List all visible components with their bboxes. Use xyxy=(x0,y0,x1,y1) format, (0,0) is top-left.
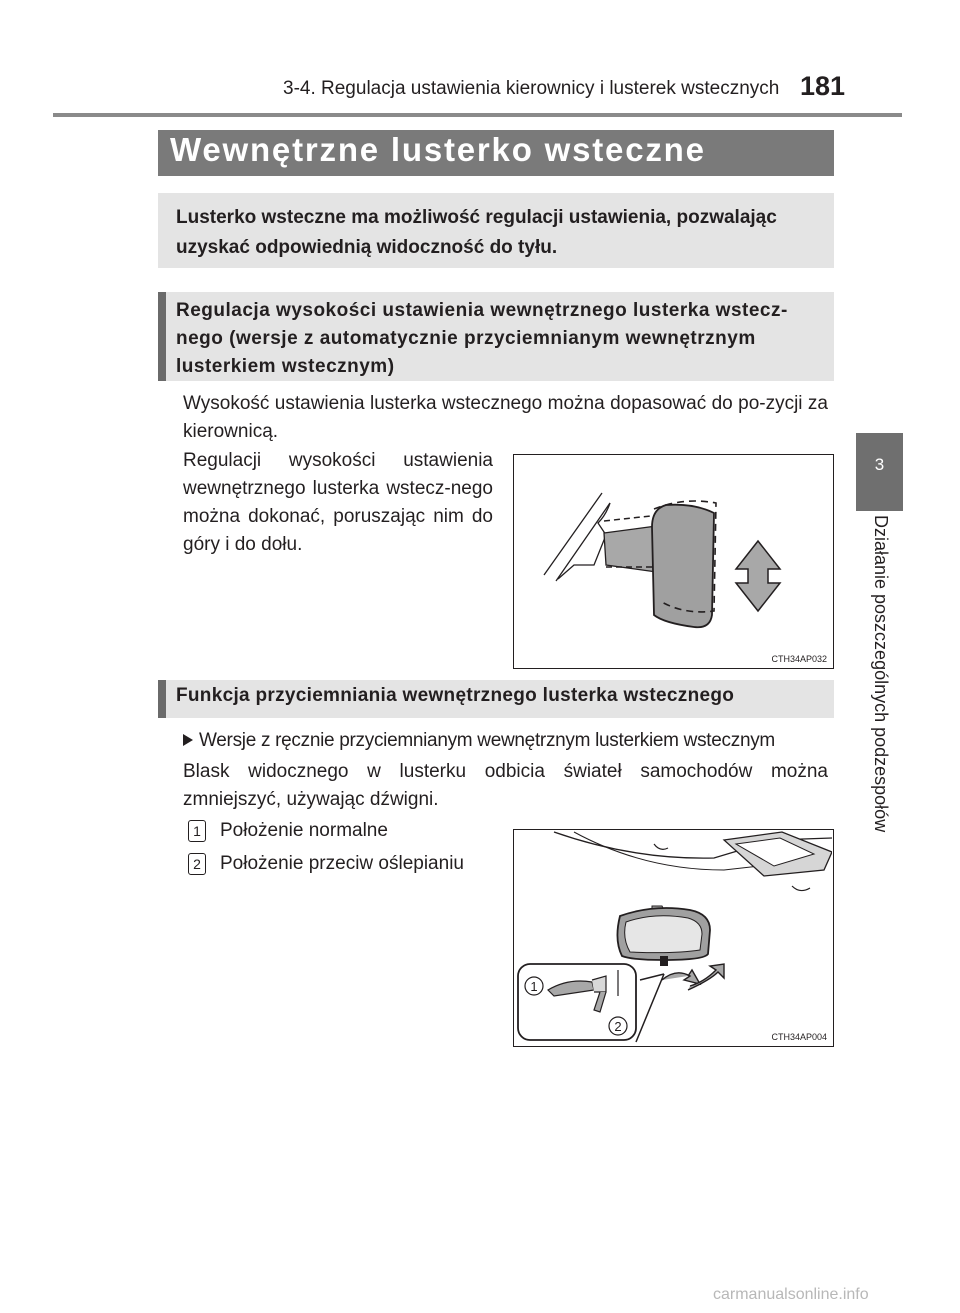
number-badge: 1 xyxy=(188,820,206,842)
figure-mirror-lever xyxy=(513,829,834,1047)
chapter-number: 3 xyxy=(874,455,885,474)
watermark: carmanualsonline.info xyxy=(713,1286,869,1303)
figure-code: CTH34AP032 xyxy=(771,654,827,664)
mirror-lever-illustration xyxy=(514,830,832,1045)
number-badge: 2 xyxy=(188,853,206,875)
bullet-manual-dimming: Wersje z ręcznie przyciemnianym wewnętrznym lusterkiem wstecznym xyxy=(183,730,775,752)
triangle-bullet-icon xyxy=(183,734,193,746)
section-heading-dimming: Funkcja przyciemniania wewnętrznego lusterka wstecznego xyxy=(176,685,735,706)
page-number: 181 xyxy=(800,71,846,101)
header-divider xyxy=(53,113,902,117)
list-item-label: Położenie przeciw oślepianiu xyxy=(220,853,464,874)
paragraph-height-adjust: Wysokość ustawienia lusterka wstecznego można dopasować do po-zycji za kierownicą. xyxy=(183,393,828,442)
running-header: 3-4. Regulacja ustawienia kierownicy i lusterek wstecznych xyxy=(283,78,780,99)
figure-mirror-height xyxy=(513,454,834,669)
paragraph-dimming: Blask widocznego w lusterku odbicia świateł samochodów można zmniejszyć, używając dźwigni. xyxy=(183,761,828,810)
page-title: Wewnętrzne lusterko wsteczne xyxy=(170,131,706,168)
intro-text: Lusterko wsteczne ma możliwość regulacji ustawienia, pozwalając uzyskać odpowiednią widoczność do tyłu. xyxy=(176,207,777,258)
paragraph-move-mirror: Regulacji wysokości ustawienia wewnętrznego lusterka wstecz-nego można dokonać, poruszając nim do góry i do dołu. xyxy=(183,450,493,555)
list-item xyxy=(188,853,464,875)
list-item-label: Położenie normalne xyxy=(220,820,388,841)
chapter-label: Działanie poszczególnych podzespołów xyxy=(871,515,891,833)
section-heading-height-adjust: Regulacja wysokości ustawienia wewnętrznego lusterka wstecz-nego (wersje z automatycznie przyciemnianym wewnętrznym lusterkiem wstecznym) xyxy=(176,300,788,377)
list-item xyxy=(188,820,388,842)
svg-text:1: 1 xyxy=(530,979,538,994)
svg-text:2: 2 xyxy=(614,1019,622,1034)
mirror-height-illustration xyxy=(514,455,832,667)
figure-code: CTH34AP004 xyxy=(771,1032,827,1042)
